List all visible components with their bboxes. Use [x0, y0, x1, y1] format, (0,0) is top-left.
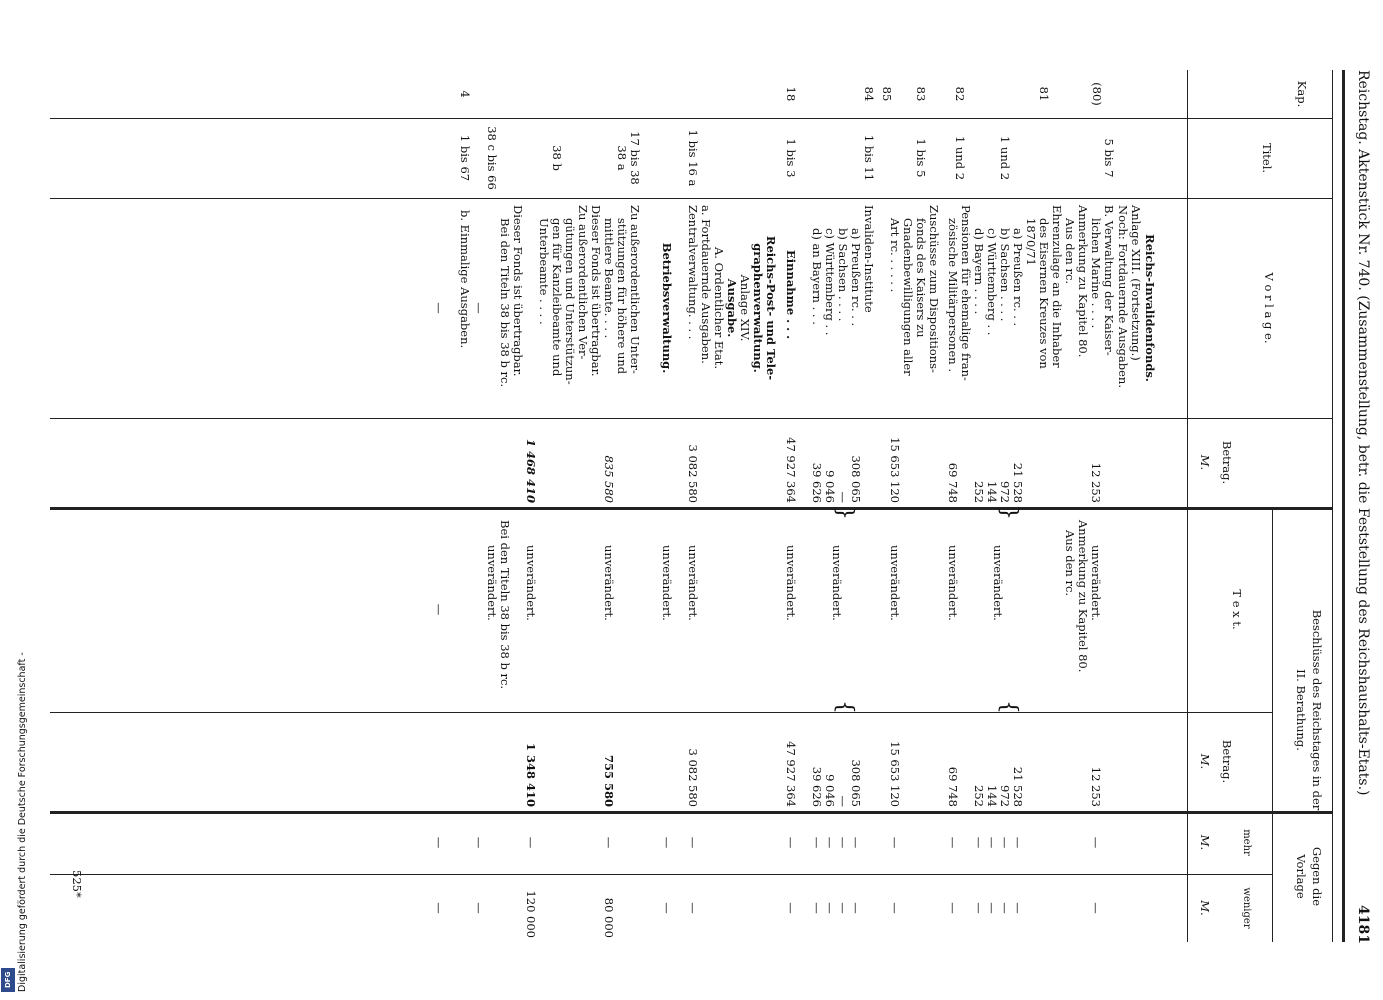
row-item-betrag2: 308 065 — [849, 759, 863, 807]
row-titel: 1 bis 5 — [914, 138, 928, 178]
row-mehr: — — [998, 836, 1012, 849]
row-mehr: — — [985, 836, 999, 849]
row-titel: 1 bis 16 a — [686, 129, 700, 187]
row-item-betrag2: — — [836, 795, 850, 807]
row-weniger: — — [1011, 902, 1025, 914]
row-desc: Pensionen für ehemalige fran- — [959, 205, 973, 381]
row-kap: 83 — [914, 86, 928, 102]
row-desc: zösische Militärpersonen . — [946, 218, 960, 372]
row-desc: Aus den rc. — [1063, 218, 1077, 285]
col-betrag2-currency: M. — [1198, 753, 1212, 770]
row-weniger: — — [836, 902, 850, 914]
row-item-betrag: 144 — [985, 481, 999, 503]
row-text: unverändert. — [602, 545, 616, 621]
col-gegen-1: Gegen die — [1310, 846, 1324, 907]
row-desc: Zu außerordentlichen Ver- — [576, 205, 590, 360]
col-gegen-2: Vorlage — [1294, 854, 1308, 899]
row-text: — — [432, 603, 446, 616]
row-item-label: c) Württemberg . . — [823, 228, 837, 336]
row-titel: 1 bis 11 — [862, 134, 876, 182]
row-desc: — — [472, 302, 486, 314]
row-desc: 1870/71 — [1024, 218, 1038, 266]
col-text: T e x t. — [1230, 589, 1244, 630]
row-betrag: 835 580 — [602, 455, 616, 503]
section-sub: a. Fortdauernde Ausgaben. — [699, 205, 713, 364]
section-sub: Noch: Fortdauernde Ausgaben. — [1116, 205, 1130, 388]
row-betrag2: 47 927 364 — [784, 741, 798, 807]
row-mehr: — — [810, 836, 824, 849]
brace-glyph: } — [996, 506, 1021, 520]
row-desc: Dieser Fonds ist übertragbar. — [589, 205, 603, 377]
row-weniger: — — [810, 902, 824, 914]
row-text: unverändert. — [485, 545, 499, 621]
row-item-betrag: 972 — [998, 481, 1012, 503]
row-item-label: b) Sachsen . . . . — [836, 228, 850, 322]
digitization-note: Digitalisierung gefördert durch die Deutsche Forschungsgemeinschaft - — [17, 652, 28, 992]
row-text: unverändert. — [524, 545, 538, 621]
row-titel: 1 bis 3 — [784, 138, 798, 178]
row-text: Aus den rc. — [1063, 530, 1077, 597]
row-betrag: 47 927 364 — [784, 437, 798, 503]
row-betrag2: 15 653 120 — [888, 741, 902, 807]
row-desc: B. Verwaltung der Kaiser- — [1102, 205, 1116, 356]
row-betrag: 69 748 — [946, 462, 960, 503]
row-weniger: — — [784, 902, 798, 914]
row-desc: Anmerkung zu Kapitel 80. — [1076, 205, 1090, 358]
row-desc: mittlere Beamte. . . . — [602, 218, 616, 339]
brace-glyph: { — [832, 700, 857, 714]
row-betrag: 3 082 580 — [686, 444, 700, 503]
digitization-sidebar — [0, 0, 28, 1000]
row-mehr: — — [660, 836, 674, 849]
row-titel: 17 bis 38 — [628, 131, 642, 185]
row-mehr: — — [823, 836, 837, 849]
row-kap: 81 — [1037, 86, 1051, 102]
col-kap: Kap. — [1295, 80, 1309, 108]
row-betrag: 1 468 410 — [524, 438, 538, 503]
row-betrag: 15 653 120 — [888, 437, 902, 503]
top-rule — [1342, 70, 1345, 942]
row-kap: (80) — [1090, 82, 1104, 106]
row-kap: 82 — [953, 86, 967, 102]
row-weniger: — — [660, 902, 674, 914]
row-betrag2: 3 082 580 — [686, 748, 700, 807]
row-kap: 85 — [880, 86, 894, 102]
row-desc: Zentralverwaltung. . . . — [686, 205, 700, 340]
col-mehr-currency: M. — [1198, 834, 1212, 851]
row-item-betrag2: 972 — [998, 785, 1012, 807]
row-titel: 1 und 2 — [953, 135, 967, 181]
row-titel: 1 bis 67 — [458, 134, 472, 182]
row-betrag: 12 253 — [1089, 462, 1103, 503]
col-titel: Titel. — [1260, 142, 1274, 174]
row-mehr: — — [836, 836, 850, 849]
page-mark: 525* — [70, 870, 84, 898]
row-desc: Zuschüsse zum Dispositions- — [927, 205, 941, 373]
col-beschluesse-2: II. Berathung. — [1294, 669, 1308, 751]
row-kap: 84 — [862, 86, 876, 102]
row-kap: 4 — [458, 90, 472, 98]
row-titel: 38 b — [550, 145, 564, 171]
row-betrag2: 755 580 — [602, 754, 616, 807]
row-desc: Bei den Titeln 38 bis 38 b rc. — [498, 218, 512, 388]
row-mehr: — — [1011, 836, 1025, 849]
row-item-label: b) Sachsen . . . . — [998, 228, 1012, 322]
section-sub: Ausgabe. — [725, 278, 739, 338]
row-desc: Zu außerordentlichen Unter- — [628, 205, 642, 374]
section-sub: Anlage XIV. — [738, 274, 752, 342]
row-desc: Einnahme . . . — [784, 250, 798, 340]
section-title: Reichs-Invalidenfonds. — [1143, 234, 1157, 382]
row-text: unverändert. — [830, 545, 844, 621]
col-weniger: weniger — [1241, 887, 1252, 929]
row-item-betrag: 252 — [972, 481, 986, 503]
row-text: unverändert. — [686, 545, 700, 621]
row-text: Bei den Titeln 38 bis 38 b rc. — [498, 520, 512, 690]
col-betrag: Betrag. — [1220, 440, 1234, 485]
row-mehr: — — [686, 836, 700, 849]
section-sub: A. Ordentlicher Etat. — [712, 246, 726, 370]
row-mehr: — — [784, 836, 798, 849]
section-sub: Anlage XIII. (Fortsetzung.) — [1129, 205, 1143, 361]
row-item-betrag2: 21 528 — [1011, 766, 1025, 807]
row-mehr: — — [946, 836, 960, 849]
row-text: unverändert. — [1089, 545, 1103, 621]
section-sub: Betriebsverwaltung. — [660, 242, 674, 374]
col-divider-betrag — [50, 507, 1333, 510]
row-weniger: — — [686, 902, 700, 914]
row-desc: lichen Marine . . . . — [1089, 218, 1103, 329]
row-weniger: — — [888, 902, 902, 914]
row-betrag2: 69 748 — [946, 766, 960, 807]
row-weniger: — — [432, 902, 446, 914]
row-kap: 18 — [784, 86, 798, 102]
row-item-betrag2: 39 626 — [810, 766, 824, 807]
row-weniger: — — [985, 902, 999, 914]
col-divider-titel — [50, 198, 1333, 199]
row-betrag2: 1 348 410 — [524, 742, 538, 807]
row-desc: gen für Kanzleibeamte und — [550, 218, 564, 377]
row-desc: fonds des Kaisers zu — [914, 218, 928, 338]
row-desc: des Eisernen Kreuzes von — [1037, 218, 1051, 369]
col-betrag-currency: M. — [1198, 454, 1212, 471]
row-text: unverändert. — [660, 545, 674, 621]
row-desc: b. Einmalige Ausgaben. — [458, 210, 472, 349]
page-header: Reichstag. Aktenstück Nr. 740. (Zusammenstellung, betr. die Feststellung des Reichshaushalts-Etats.) — [1355, 70, 1371, 796]
row-weniger: — — [849, 902, 863, 914]
row-item-betrag2: 9 046 — [823, 774, 837, 807]
row-desc: Ehrenzulage an die Inhaber — [1050, 205, 1064, 368]
row-desc: Gnadenbewilligungen aller — [901, 218, 915, 376]
row-mehr: — — [432, 836, 446, 849]
brace-glyph: { — [996, 700, 1021, 714]
row-text: unverändert. — [991, 545, 1005, 621]
row-desc: Dieser Fonds ist übertragbar. — [511, 205, 525, 377]
row-desc: stützungen für höhere und — [615, 218, 629, 375]
row-weniger: 80 000 — [602, 897, 616, 938]
row-text: unverändert. — [784, 545, 798, 621]
row-desc: Art rc. . . . . . — [888, 218, 902, 293]
row-weniger: — — [823, 902, 837, 914]
row-mehr: — — [1089, 836, 1103, 849]
section-title: graphenverwaltung. — [751, 243, 765, 373]
section-title: Reichs-Post- und Tele- — [764, 235, 778, 381]
row-mehr: — — [972, 836, 986, 849]
row-item-betrag: 9 046 — [823, 470, 837, 503]
row-item-betrag: — — [836, 491, 850, 503]
col-beschluesse-1: Beschlüsse des Reichstages in der — [1310, 609, 1324, 811]
row-item-betrag2: 144 — [985, 785, 999, 807]
col-vorlage: V o r l a g e. — [1262, 272, 1276, 344]
page-number: 4181 — [1355, 905, 1371, 944]
col-betrag2: Betrag. — [1220, 739, 1234, 784]
row-titel: 38 c bis 66 — [485, 126, 499, 190]
row-text: unverändert. — [946, 545, 960, 621]
row-weniger: — — [998, 902, 1012, 914]
col-weniger-currency: M. — [1198, 900, 1212, 916]
row-desc: Invaliden-Institute — [862, 205, 876, 313]
row-item-label: d) an Bayern . . . — [810, 228, 824, 325]
dfg-logo: DFG — [1, 968, 15, 992]
row-weniger: — — [972, 902, 986, 914]
row-mehr: — — [849, 836, 863, 849]
row-weniger: — — [946, 902, 960, 914]
row-text: Anmerkung zu Kapitel 80. — [1076, 520, 1090, 673]
row-mehr: — — [524, 836, 538, 849]
row-desc: Unterbeamte . . . . — [537, 218, 551, 325]
row-item-betrag2: 252 — [972, 785, 986, 807]
row-item-label: c) Württemberg . . — [985, 228, 999, 336]
row-desc: gütungen und Unterstützun- — [563, 218, 577, 385]
brace-glyph: } — [832, 506, 857, 520]
beschluesse-rule — [1272, 507, 1273, 942]
row-mehr: — — [602, 836, 616, 849]
row-item-betrag: 21 528 — [1011, 462, 1025, 503]
row-betrag2: 12 253 — [1089, 766, 1103, 807]
row-item-label: a) Preußen rc. . . — [1011, 228, 1025, 327]
row-item-betrag: 308 065 — [849, 455, 863, 503]
col-mehr: mehr — [1241, 829, 1252, 856]
row-desc: — — [432, 302, 446, 314]
row-item-label: a) Preußen rc. . . — [849, 228, 863, 327]
row-text: unverändert. — [888, 545, 902, 621]
row-weniger: — — [1089, 902, 1103, 914]
row-titel: 38 a — [615, 145, 629, 171]
row-mehr: — — [888, 836, 902, 849]
row-mehr: — — [472, 836, 486, 849]
row-weniger: 120 000 — [524, 890, 538, 938]
row-titel: 5 bis 7 — [1102, 138, 1116, 178]
row-item-betrag: 39 626 — [810, 462, 824, 503]
row-weniger: — — [472, 902, 486, 914]
row-titel: 1 und 2 — [998, 135, 1012, 181]
row-item-label: d) Bayern . . . . — [972, 228, 986, 315]
